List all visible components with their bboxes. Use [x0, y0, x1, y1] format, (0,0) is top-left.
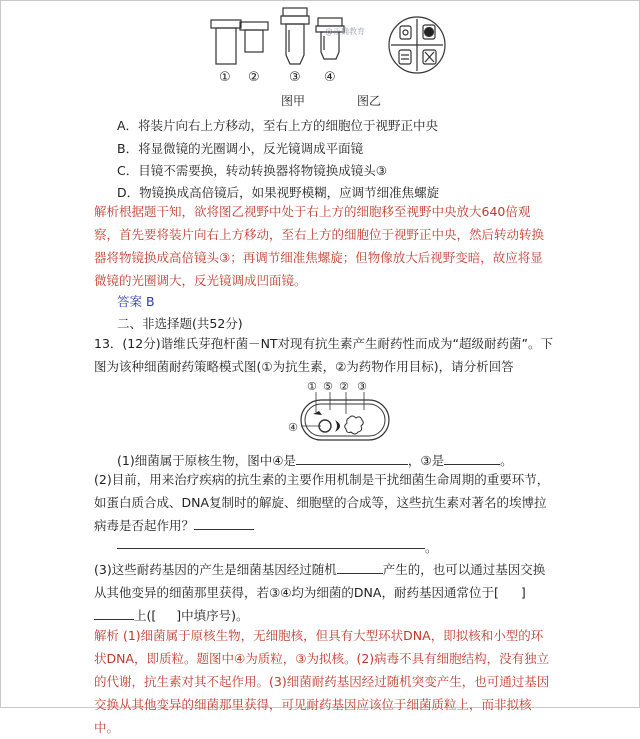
q13-blank-mutation[interactable] [337, 561, 383, 574]
objective-short-icon [316, 18, 344, 59]
option-d: D．物镜换成高倍镜后，如果视野模糊，应调节细准焦螺旋 [117, 185, 440, 200]
caption-figure-jia: 图甲 [281, 94, 306, 108]
cell-label-4: ④ [288, 421, 298, 434]
analysis-q13: 解析 (1)细菌属于原核生物，无细胞核，但具有大型环状DNA，即拟核和小型的环状DNA，即质粒。题图中④为质粒，③为拟核。(2)病毒不具有细胞结构，没有独立的代谢，抗生素对其不起作用。(3)细菌耐药基因经过随机突变产生，也可通过基因交换从其他变异的细菌那里获得，可见耐药基因应该位于细菌质粒上，而非拟核中。 [94, 628, 550, 735]
field-of-view-icon [389, 17, 445, 73]
eyepiece-long-icon [211, 20, 241, 64]
question-13-intro: 13．(12分)谐维氏芽孢杆菌－NT对现有抗生素产生耐药性而成为“超级耐药菌”。下图为该种细菌耐药策略模式图(①为抗生素，②为药物作用目标)，请分析回答 [94, 336, 554, 374]
q13-part3-e: [ [151, 608, 157, 623]
q13-part2 [94, 468, 552, 537]
q13-blank-period: 。 [425, 541, 438, 555]
q13-blank-3[interactable] [444, 452, 500, 465]
q13-blank-line[interactable] [117, 536, 425, 549]
microscope-figure [0, 0, 640, 110]
lens-number-3: ③ [289, 70, 301, 85]
q13-part1 [117, 452, 513, 469]
q13-part1-mid: ，③是 [407, 453, 445, 468]
option-a: A．将装片向右上方移动，至右上方的细胞位于视野正中央 [117, 118, 439, 133]
watermark: @正确教育 [325, 27, 365, 36]
lens-number-1: ① [219, 70, 231, 85]
section-title: 二、非选择题(共52分) [117, 316, 243, 331]
option-b: B．将显微镜的光圈调小，反光镜调成平面镜 [117, 141, 364, 156]
analysis-q12: 解析根据题干知，欲将图乙视野中处于右上方的细胞移至视野中央放大640倍观察，首先要将装片向右上方移动，至右上方的细胞位于视野正中央，然后转动转换器将物镜换成高倍镜头③；再调节细准焦螺旋；但物像放大后视野变暗，故应将显微镜的光圈调大，反光镜调成凹面镜。 [94, 204, 545, 288]
q13-part3-b: 产生的，也可以通过基因交换从其他变异的细菌那里获得，若③④均为细菌的DNA，耐药基因通常位于[ [94, 562, 546, 600]
q13-part3-c: ] [520, 585, 526, 600]
answer-q12: 答案 B [117, 294, 155, 309]
q13-part1-end: 。 [500, 453, 513, 468]
cell-label-3: ③ [357, 380, 367, 393]
q13-blank-location[interactable] [94, 607, 134, 620]
lens-number-2: ② [248, 70, 260, 85]
q13-part3-a: (3)这些耐药基因的产生是细菌基因经过随机 [94, 562, 337, 577]
option-c: C．目镜不需要换，转动转换器将物镜换成镜头③ [117, 163, 387, 178]
q13-part1-prefix: (1)细菌属于原核生物，图中④是 [117, 453, 296, 468]
cell-label-5: ⑤ [323, 380, 333, 393]
q13-part2-text: (2)目前，用来治疗疾病的抗生素的主要作用机制是干扰细菌生命周期的重要环节，如蛋白质合成、DNA复制时的解旋、细胞壁的合成等，这些抗生素对著名的埃博拉病毒是否起作用？ [94, 472, 550, 533]
q13-part3-f: ]中填序号)。 [176, 608, 249, 623]
lens-number-4: ④ [324, 70, 336, 85]
objective-long-icon [281, 8, 309, 64]
q13-blank-4[interactable] [296, 452, 408, 465]
q13-part3 [94, 558, 550, 627]
q13-blank-ebola[interactable] [194, 517, 254, 530]
eyepiece-short-icon [240, 22, 268, 52]
cell-label-2: ② [339, 380, 349, 393]
q13-part3-d: 上( [134, 608, 152, 623]
caption-figure-yi: 图乙 [357, 94, 382, 108]
cell-label-1: ① [307, 380, 317, 393]
